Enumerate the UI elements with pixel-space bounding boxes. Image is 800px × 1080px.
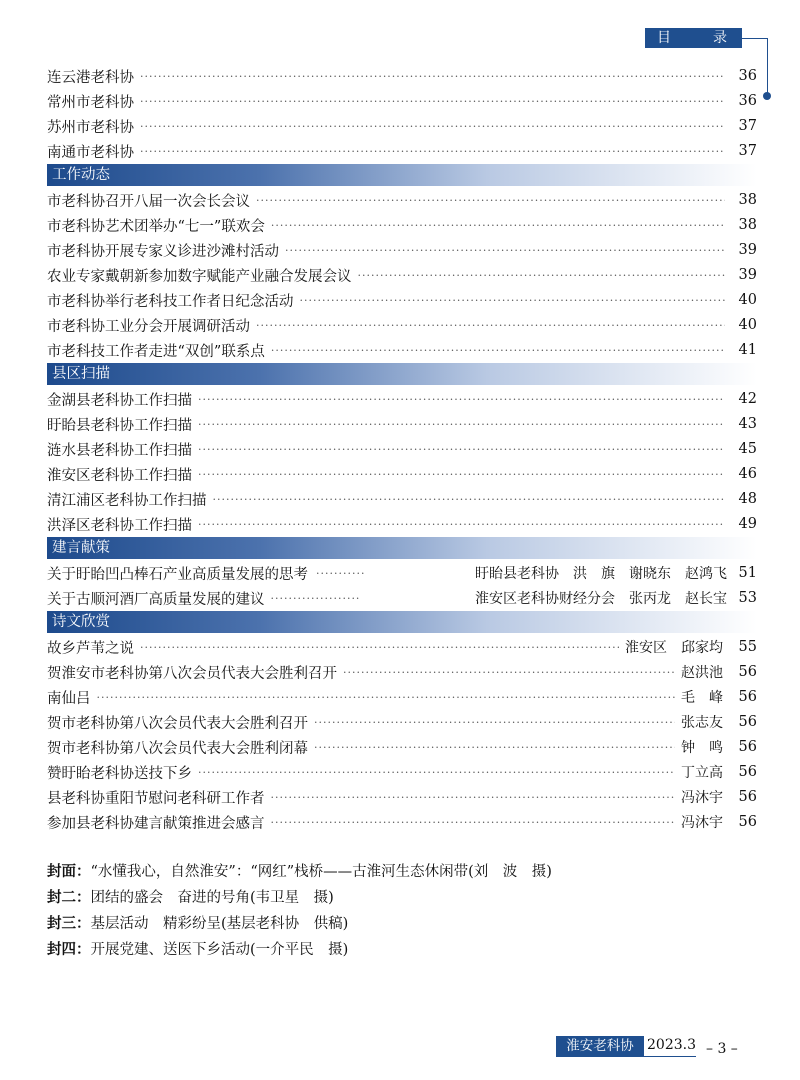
entry-page: 46 [738, 466, 757, 482]
header-decor-line [742, 38, 768, 39]
leader-dots [271, 344, 725, 357]
leader-dots [198, 393, 725, 406]
entry-page: 38 [738, 217, 757, 233]
entry-title: 金湖县老科协工作扫描 [47, 392, 192, 409]
header-decor-vertical-line [767, 38, 768, 96]
entry-title: 市老科协开展专家义诊进沙滩村活动 [47, 243, 279, 260]
leader-dots [316, 567, 366, 580]
leader-dots [198, 518, 725, 531]
entry-page: 55 [738, 639, 757, 655]
entry-title: 参加县老科协建言献策推进会感言 [47, 815, 265, 832]
entry-title: 赞盱眙老科协送技下乡 [47, 765, 192, 782]
entry-page: 36 [738, 93, 757, 109]
entry-page: 40 [738, 292, 757, 308]
entry-page: 37 [738, 143, 757, 159]
page-number: – 3 – [706, 1041, 738, 1057]
entry-page: 56 [738, 764, 757, 780]
entry-author: 淮安区 邱家均 [625, 640, 723, 656]
toc-entry[interactable] [47, 463, 757, 485]
footer-publication-name: 淮安老科协 [556, 1036, 644, 1056]
entry-page: 45 [738, 441, 757, 457]
entry-title: 市老科协举行老科技工作者日纪念活动 [47, 293, 294, 310]
leader-dots [213, 493, 726, 506]
toc-entry[interactable] [47, 786, 757, 808]
leader-dots [271, 219, 725, 232]
entry-title: 关于古顺河酒厂高质量发展的建议 [47, 591, 265, 608]
entry-title: 南通市老科协 [47, 144, 134, 161]
entry-author: 冯沐宇 [681, 790, 723, 806]
leader-dots [140, 70, 725, 83]
toc-entry[interactable] [47, 562, 757, 584]
leader-dots [343, 666, 675, 679]
toc-entry[interactable] [47, 189, 757, 211]
entry-page: 42 [738, 391, 757, 407]
leader-dots [271, 791, 676, 804]
toc-entry[interactable] [47, 115, 757, 137]
leader-dots [140, 95, 725, 108]
toc-entry[interactable] [47, 339, 757, 361]
entry-title: 农业专家戴朝新参加数字赋能产业融合发展会议 [47, 268, 352, 285]
toc-entry[interactable] [47, 140, 757, 162]
leader-dots [314, 716, 675, 729]
cover-credit-front [47, 860, 747, 881]
entry-page: 49 [738, 516, 757, 532]
toc-entry[interactable] [47, 289, 757, 311]
entry-title: 贺淮安市老科协第八次会员代表大会胜利召开 [47, 665, 337, 682]
leader-dots [140, 145, 725, 158]
entry-title: 清江浦区老科协工作扫描 [47, 492, 207, 509]
entry-title: 关于盱眙凹凸棒石产业高质量发展的思考 [47, 566, 308, 583]
entry-title: 苏州市老科协 [47, 119, 134, 136]
toc-entry[interactable] [47, 65, 757, 87]
leader-dots [271, 816, 676, 829]
toc-entry[interactable] [47, 413, 757, 435]
entry-page: 56 [738, 814, 757, 830]
footer-rule [556, 1056, 696, 1057]
entry-author: 冯沐宇 [681, 815, 723, 831]
entry-author: 毛 峰 [681, 690, 723, 706]
toc-entry[interactable] [47, 438, 757, 460]
entry-title: 连云港老科协 [47, 69, 134, 86]
toc-entry[interactable] [47, 636, 757, 658]
leader-dots [198, 766, 675, 779]
toc-header-badge [645, 28, 742, 48]
toc-header-char-2: 录 [713, 30, 727, 46]
toc-entry[interactable] [47, 488, 757, 510]
leader-dots [285, 244, 725, 257]
entry-page: 39 [738, 242, 757, 258]
toc-entry[interactable] [47, 214, 757, 236]
entry-title: 洪泽区老科协工作扫描 [47, 517, 192, 534]
leader-dots [198, 468, 725, 481]
entry-title: 市老科技工作者走进“双创”联系点 [47, 343, 265, 360]
toc-entry[interactable] [47, 811, 757, 833]
leader-dots [140, 641, 619, 654]
entry-page: 37 [738, 118, 757, 134]
entry-title: 淮安区老科协工作扫描 [47, 467, 192, 484]
leader-dots [271, 592, 361, 605]
entry-page: 53 [738, 590, 757, 606]
cover-label: 封四： [47, 942, 91, 958]
toc-entry[interactable] [47, 661, 757, 683]
entry-page: 36 [738, 68, 757, 84]
entry-title: 市老科协召开八届一次会长会议 [47, 193, 250, 210]
leader-dots [256, 319, 725, 332]
leader-dots [358, 269, 726, 282]
section-header-work-news: 工作动态 [47, 164, 757, 186]
cover-label: 封三： [47, 916, 91, 932]
header-decor-dot [763, 92, 771, 100]
entry-title: 涟水县老科协工作扫描 [47, 442, 192, 459]
cover-text: 开展党建、送医下乡活动(一介平民 摄) [90, 942, 349, 958]
entry-page: 56 [738, 664, 757, 680]
entry-page: 43 [738, 416, 757, 432]
toc-entry[interactable] [47, 388, 757, 410]
entry-author: 钟 鸣 [681, 740, 723, 756]
toc-entry[interactable] [47, 736, 757, 758]
section-header-suggestions: 建言献策 [47, 537, 757, 559]
toc-entry[interactable] [47, 686, 757, 708]
entry-page: 56 [738, 789, 757, 805]
cover-label: 封二： [47, 890, 91, 906]
entry-author: 丁立高 [681, 765, 723, 781]
cover-text: 基层活动 精彩纷呈(基层老科协 供稿) [90, 916, 349, 932]
entry-title: 市老科协艺术团举办“七一”联欢会 [47, 218, 265, 235]
entry-page: 56 [738, 714, 757, 730]
entry-title: 贺市老科协第八次会员代表大会胜利召开 [47, 715, 308, 732]
leader-dots [97, 691, 676, 704]
section-header-county-scan: 县区扫描 [47, 363, 757, 385]
entry-page: 39 [738, 267, 757, 283]
entry-page: 56 [738, 739, 757, 755]
footer-issue: 2023.3 [647, 1037, 696, 1053]
toc-entry[interactable] [47, 711, 757, 733]
leader-dots [314, 741, 675, 754]
entry-author: 淮安区老科协财经分会 张丙龙 赵长宝 [475, 591, 727, 607]
entry-page: 51 [738, 565, 757, 581]
toc-entry[interactable] [47, 761, 757, 783]
toc-entry[interactable] [47, 587, 757, 609]
entry-page: 56 [738, 689, 757, 705]
entry-title: 贺市老科协第八次会员代表大会胜利闭幕 [47, 740, 308, 757]
section-header-poetry: 诗文欣赏 [47, 611, 757, 633]
leader-dots [140, 120, 725, 133]
cover-credit-back [47, 938, 747, 959]
entry-title: 故乡芦苇之说 [47, 640, 134, 657]
toc-entry[interactable] [47, 264, 757, 286]
cover-label: 封面： [47, 864, 91, 880]
cover-credit-inside-front [47, 886, 747, 907]
cover-text: “水懂我心，自然淮安”：“网红”栈桥——古淮河生态休闲带(刘 波 摄) [90, 864, 552, 880]
entry-author: 盱眙县老科协 洪 旗 谢晓东 赵鸿飞 [475, 566, 727, 582]
toc-entry[interactable] [47, 239, 757, 261]
leader-dots [198, 443, 725, 456]
entry-title: 常州市老科协 [47, 94, 134, 111]
entry-title: 盱眙县老科协工作扫描 [47, 417, 192, 434]
entry-author: 张志友 [681, 715, 723, 731]
leader-dots [256, 194, 725, 207]
entry-author: 赵洪池 [681, 665, 723, 681]
entry-page: 40 [738, 317, 757, 333]
toc-header-char-1: 目 [657, 30, 671, 46]
entry-title: 市老科协工业分会开展调研活动 [47, 318, 250, 335]
toc-entry[interactable] [47, 314, 757, 336]
entry-title: 南仙吕 [47, 690, 91, 707]
cover-credit-inside-back [47, 912, 747, 933]
toc-entry[interactable] [47, 513, 757, 535]
entry-page: 48 [738, 491, 757, 507]
toc-entry[interactable] [47, 90, 757, 112]
leader-dots [300, 294, 726, 307]
entry-title: 县老科协重阳节慰问老科研工作者 [47, 790, 265, 807]
entry-page: 41 [738, 342, 757, 358]
cover-text: 团结的盛会 奋进的号角(韦卫星 摄) [90, 890, 334, 906]
leader-dots [198, 418, 725, 431]
entry-page: 38 [738, 192, 757, 208]
